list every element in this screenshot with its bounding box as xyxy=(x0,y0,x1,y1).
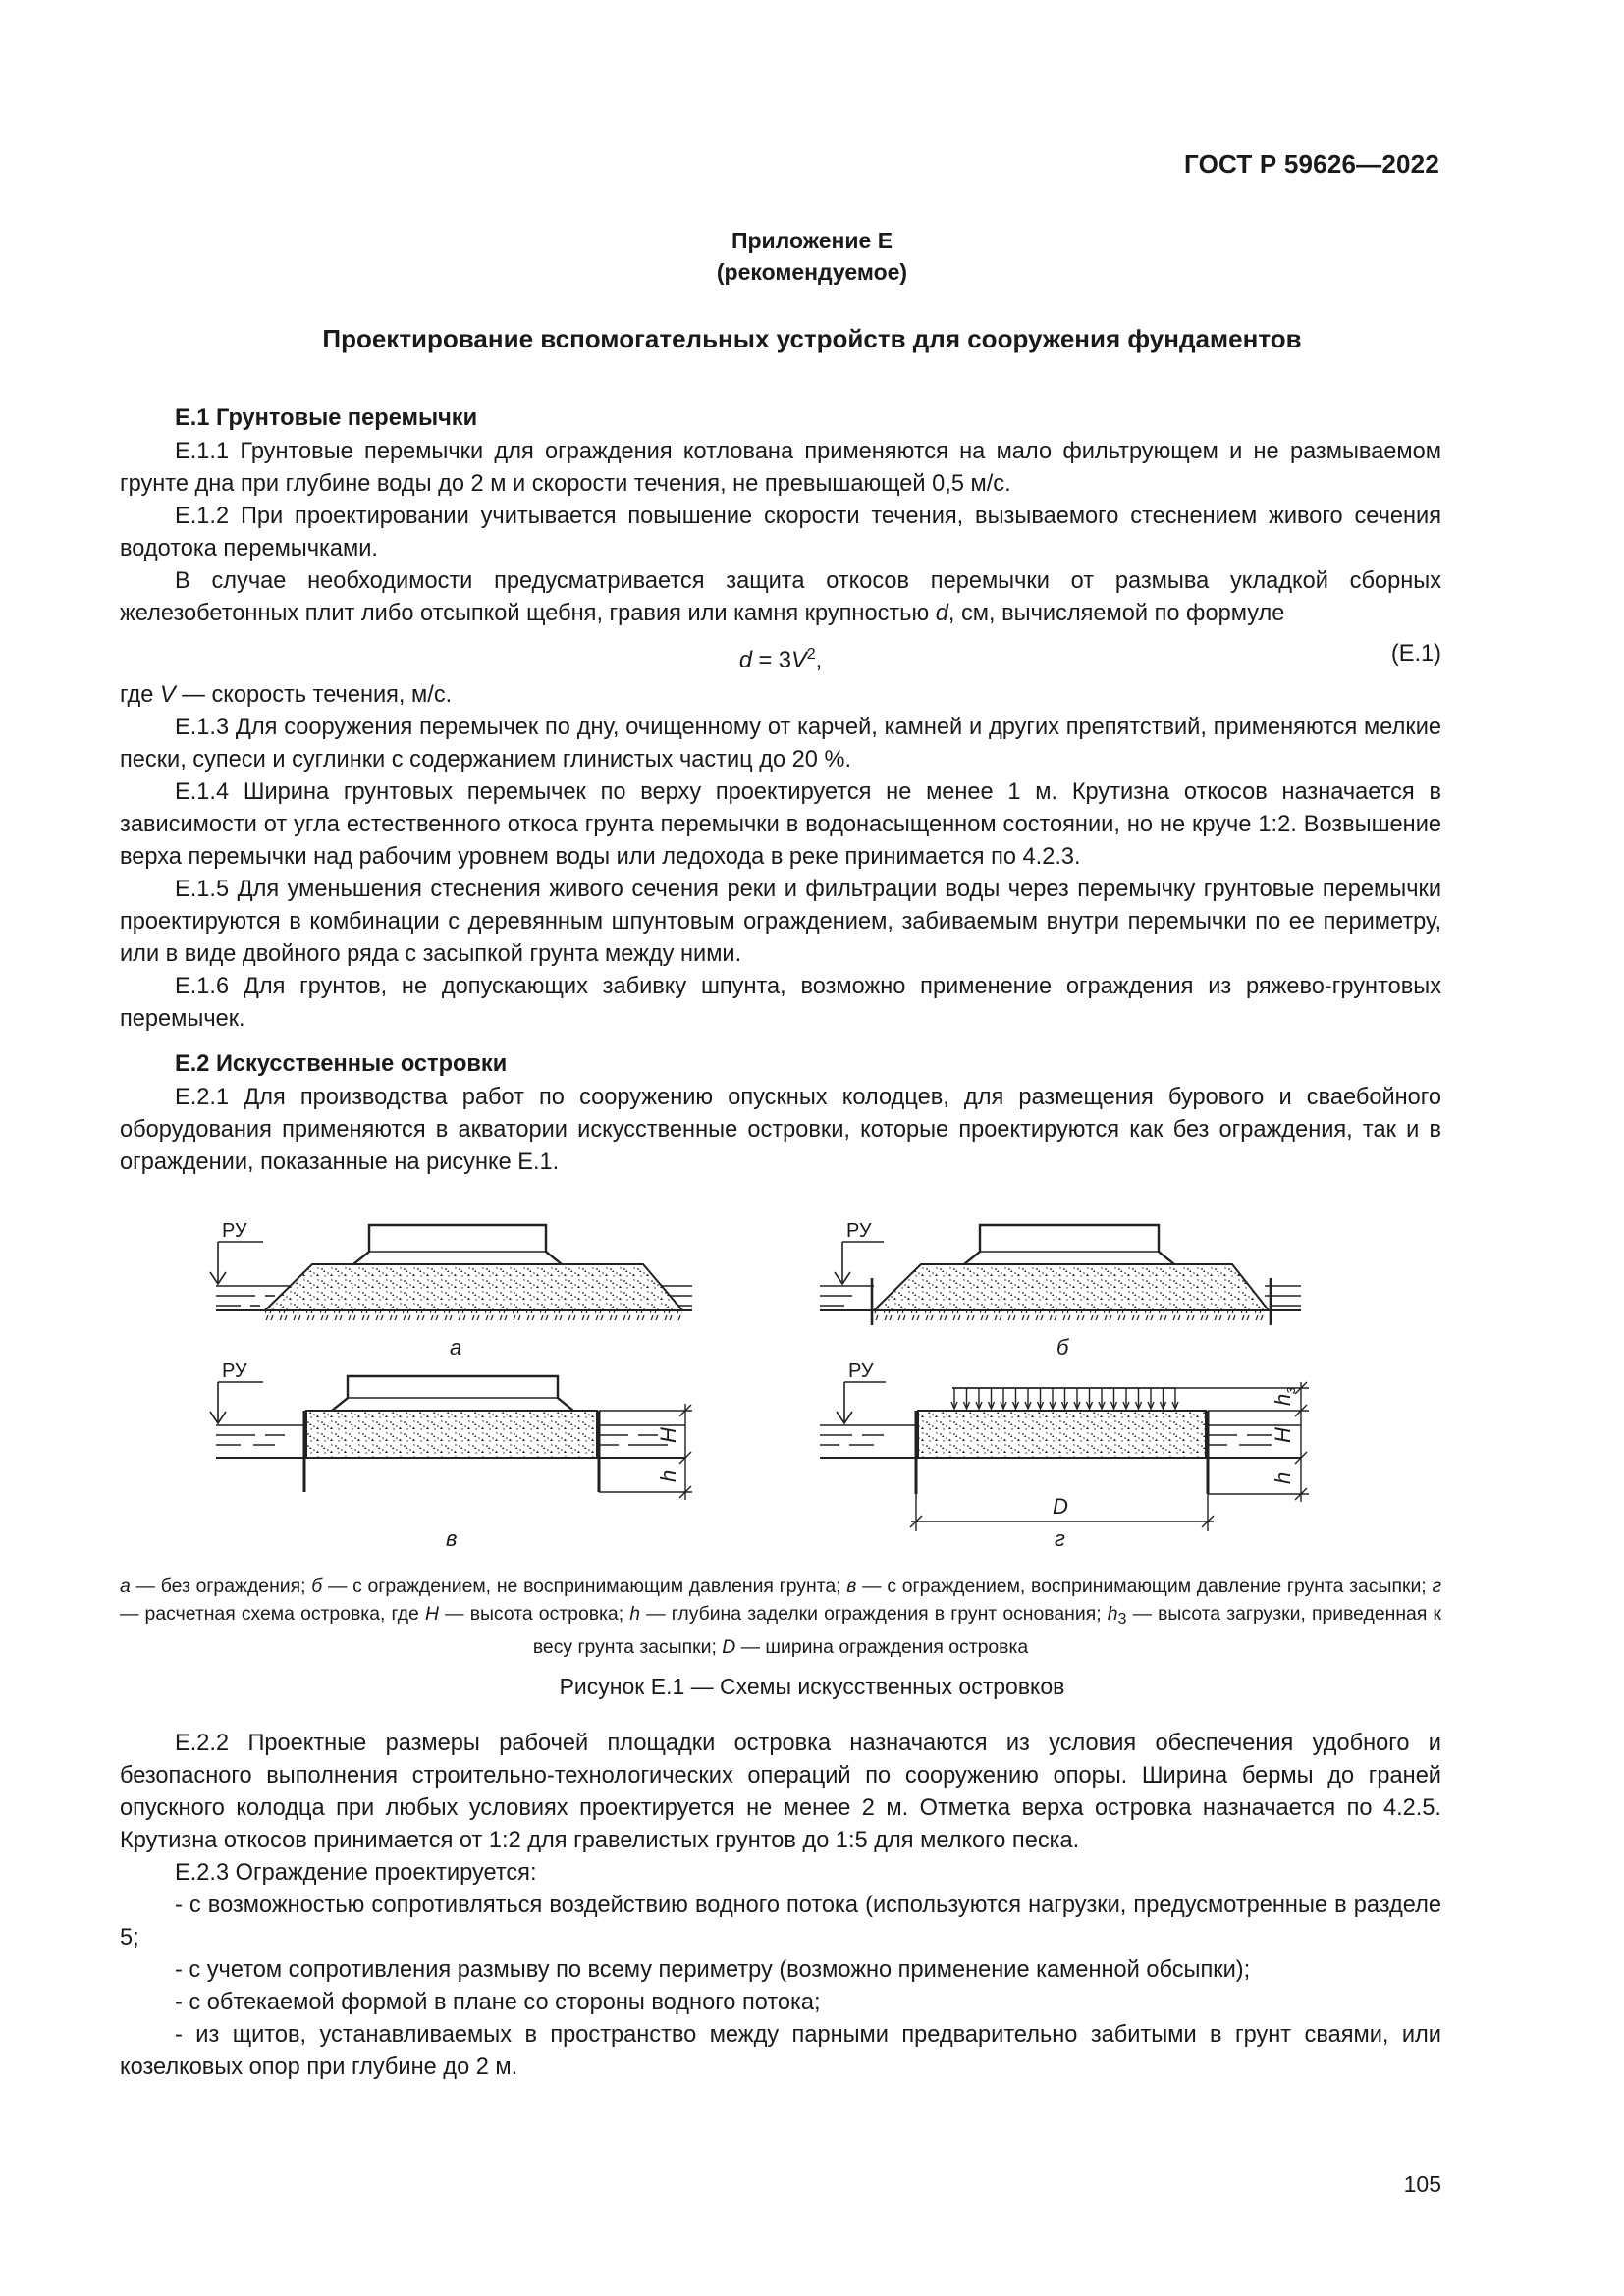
figure-panel-b xyxy=(820,1220,1301,1360)
paragraph-e1-6: Е.1.6 Для грунтов, не допускающих забивку шпунта, возможно применение ограждения из ряжево-грунтовых перемычек. xyxy=(120,974,1441,1032)
dimension-h-c: h xyxy=(656,1469,680,1482)
dimension-H-c: H xyxy=(656,1427,680,1443)
formula-expression xyxy=(120,638,1441,677)
section-heading-e2: Е.2 Искусственные островки xyxy=(175,1051,508,1077)
panel-letter-c: в xyxy=(446,1526,458,1551)
variable-d: d xyxy=(935,601,948,626)
caisson-b xyxy=(964,1225,1174,1264)
water-level-marker-d xyxy=(837,1361,886,1423)
section-e2 xyxy=(120,1046,1441,1179)
formula-var: V xyxy=(790,647,807,673)
water-level-label: РУ xyxy=(846,1220,872,1242)
text-run: — скорость течения, м/с. xyxy=(175,682,453,708)
dimension-h-d: h xyxy=(1271,1471,1295,1484)
legend-run: — с ограждением, не воспринимающим давления грунта; xyxy=(322,1575,847,1597)
formula-where xyxy=(120,679,1441,712)
panel-letter-d: г xyxy=(1055,1526,1065,1551)
legend-run: — без ограждения; xyxy=(130,1575,312,1597)
load-arrows xyxy=(951,1388,1178,1409)
figure-e1-diagram xyxy=(196,1207,1453,1561)
formula-end: , xyxy=(815,647,823,673)
figure-legend xyxy=(120,1573,1441,1661)
annex-subtitle: (рекомендуемое) xyxy=(716,259,908,285)
paragraph-e1-4: Е.1.4 Ширина грунтовых перемычек по верху проектируется не менее 1 м. Крутизна откосов назначается в зависимости от угла естественного откоса грунта перемычки в водонасыщенном состоянии, но не круче 1:2. Возвышение верха перемычки над рабочим уровнем воды или ледохода в реке принимается по 4.2.3. xyxy=(120,779,1441,870)
legend-run: H xyxy=(424,1603,439,1625)
section-heading-e1: Е.1 Грунтовые перемычки xyxy=(175,405,478,431)
figure-panel-d xyxy=(820,1361,1309,1551)
caisson-c xyxy=(332,1376,573,1411)
water-level-label: РУ xyxy=(848,1361,874,1382)
island-fill-d xyxy=(918,1411,1206,1458)
dimension-lines-c xyxy=(599,1404,692,1500)
annex-main-title: Проектирование вспомогательных устройств для сооружения фундаментов xyxy=(322,324,1302,353)
legend-run: 3 xyxy=(1117,1611,1127,1628)
section-e1 xyxy=(120,400,1441,1036)
list-item: - с обтекаемой формой в плане со стороны водного потока; xyxy=(175,1990,821,2015)
page-number: 105 xyxy=(1403,2171,1441,2197)
figure-panel-c xyxy=(210,1361,692,1551)
formula-e1 xyxy=(120,636,1441,675)
water-level-left-c xyxy=(216,1425,306,1445)
legend-run: — глубина заделки ограждения в грунт основания; xyxy=(640,1603,1108,1625)
legend-run: h xyxy=(1107,1603,1118,1625)
water-level-marker-a xyxy=(210,1220,263,1284)
legend-run: — ширина ограждения островка xyxy=(735,1636,1029,1658)
island-fill-c xyxy=(306,1411,597,1458)
caisson-a xyxy=(353,1225,562,1264)
panel-letter-a: а xyxy=(450,1335,462,1360)
dimension-h3-sub: з xyxy=(1282,1386,1299,1394)
dimension-h3-main: h xyxy=(1271,1393,1295,1406)
formula-number: (Е.1) xyxy=(1390,641,1441,667)
list-item: - с возможностью сопротивляться воздействию водного потока (используются нагрузки, предусмотренные в разделе 5; xyxy=(120,1893,1441,1950)
legend-run: г xyxy=(1432,1575,1442,1597)
figure-caption: Рисунок Е.1 — Схемы искусственных островков xyxy=(559,1674,1065,1699)
legend-run: а xyxy=(120,1575,131,1597)
document-code: ГОСТ Р 59626—2022 xyxy=(1184,149,1439,179)
water-level-left-b xyxy=(820,1286,874,1306)
annex-title: Приложение Е xyxy=(731,228,893,253)
formula-mid: = 3 xyxy=(751,647,791,673)
legend-run: — с ограждением, воспринимающим давление грунта засыпки; xyxy=(856,1575,1433,1597)
legend-run: в xyxy=(846,1575,857,1597)
legend-run: D xyxy=(722,1636,736,1658)
dimension-h3-d xyxy=(1271,1387,1299,1406)
list-item: - с учетом сопротивления размыву по всему периметру (возможно применение каменной обсыпки); xyxy=(175,1957,1251,1983)
text-run: , см, вычисляемой по формуле xyxy=(947,601,1285,626)
water-level-marker-b xyxy=(835,1220,884,1284)
island-fill-b xyxy=(874,1264,1269,1310)
figure-panel-a xyxy=(210,1220,692,1360)
legend-run: б xyxy=(311,1575,323,1597)
legend-run: — расчетная схема островка, где xyxy=(120,1603,425,1625)
water-level-marker-c xyxy=(210,1361,263,1423)
paragraph-e1-2-cont xyxy=(120,565,1441,630)
paragraph-e1-2: Е.1.2 При проектировании учитывается повышение скорости течения, вызываемого стеснением живого сечения водотока перемычками. xyxy=(120,504,1441,561)
dimension-D-d: D xyxy=(1053,1494,1068,1519)
legend-run: — высота загрузки, приведенная к весу грунта засыпки; xyxy=(532,1603,1441,1658)
soil-hatch-b xyxy=(874,1311,1269,1320)
paragraph-e1-3: Е.1.3 Для сооружения перемычек по дну, очищенному от карчей, камней и других препятствий, применяются мелкие пески, супеси и суглинки с содержанием глинистых частиц до 20 %. xyxy=(120,715,1441,773)
paragraph-e2-2: Е.2.2 Проектные размеры рабочей площадки островка назначаются из условия обеспечения удобного и безопасного выполнения строительно-технологических операций по сооружению опоры. Ширина бермы до граней опускного колодца при любых условиях проектируется не менее 2 м. Отметка верха островка назначается по 4.2.5. Крутизна откосов принимается от 1:2 для гравелистых грунтов до 1:5 для мелкого песка. xyxy=(120,1731,1441,1853)
variable-v: V xyxy=(160,682,176,708)
water-level-left-d xyxy=(820,1425,918,1445)
formula-exponent: 2 xyxy=(806,646,816,663)
legend-run: — высота островка; xyxy=(439,1603,630,1625)
dimension-H-d: H xyxy=(1271,1427,1295,1443)
water-level-label: РУ xyxy=(222,1361,247,1382)
water-level-label: РУ xyxy=(222,1220,247,1242)
text-run: В случае необходимости предусматривается защита откосов перемычки от размыва укладкой сборных железобетонных плит либо отсыпкой щебня, гравия или камня крупностью xyxy=(120,568,1441,626)
formula-lhs: d xyxy=(738,647,752,673)
paragraph-e2-1: Е.2.1 Для производства работ по сооружению опускных колодцев, для размещения бурового и сваебойного оборудования применяются в акватории искусственные островки, которые проектируются как без ограждения, так и в ограждении, показанные на рисунке Е.1. xyxy=(120,1085,1441,1175)
island-fill-a xyxy=(265,1264,682,1310)
panel-letter-b: б xyxy=(1056,1335,1069,1360)
soil-hatch-a xyxy=(265,1311,682,1320)
paragraph-e1-5: Е.1.5 Для уменьшения стеснения живого сечения реки и фильтрации воды через перемычку грунтовые перемычки проектируются в комбинации с деревянным шпунтовым ограждением, забиваемым внутри перемычки по ее периметру, или в виде двойного ряда с засыпкой грунта между ними. xyxy=(120,877,1441,967)
text-run: где xyxy=(120,682,160,708)
legend-run: h xyxy=(629,1603,641,1625)
paragraph-e1-1: Е.1.1 Грунтовые перемычки для ограждения котлована применяются на мало фильтрующем и не размываемом грунте дна при глубине воды до 2 м и скорости течения, не превышающей 0,5 м/с. xyxy=(120,439,1441,497)
list-item: - из щитов, устанавливаемых в пространство между парными предварительно забитыми в грунт сваями, или козелковых опор при глубине до 2 м. xyxy=(120,2022,1441,2080)
section-e2-continued xyxy=(120,1728,1441,2084)
paragraph-e2-3: Е.2.3 Ограждение проектируется: xyxy=(175,1860,537,1886)
